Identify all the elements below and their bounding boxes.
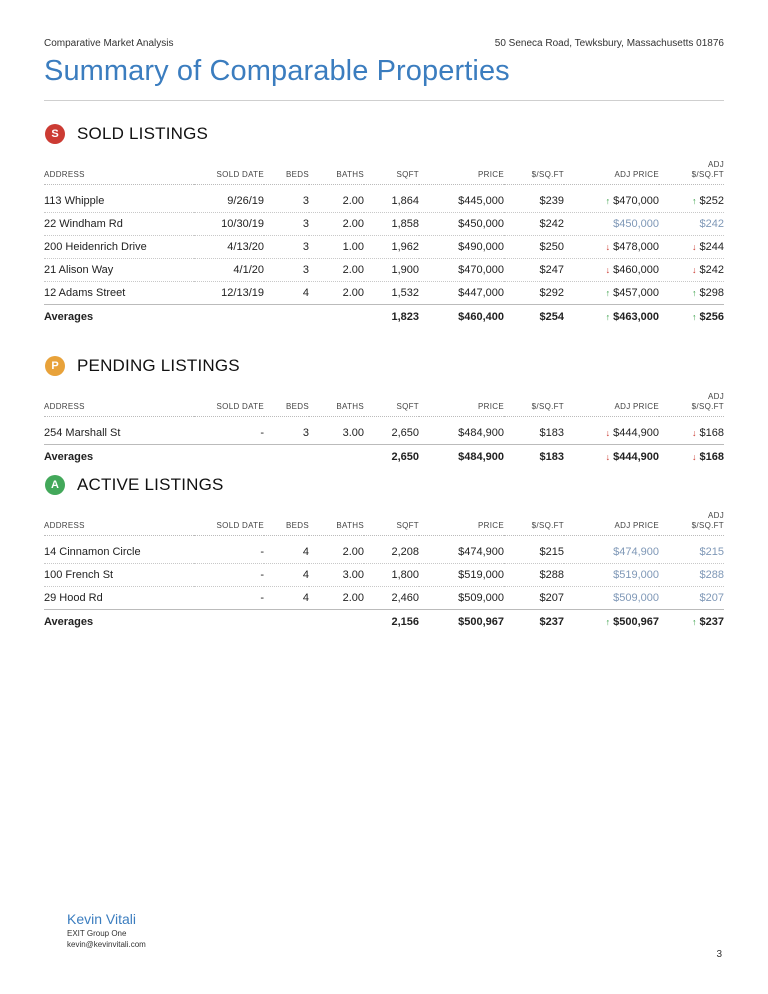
adj-ppsf-cell: $242 <box>659 212 724 235</box>
arrow-down-icon: ↓ <box>692 264 697 275</box>
title-divider <box>44 100 724 101</box>
column-header: $/SQ.FT <box>531 169 564 179</box>
price-cell: $450,000 <box>419 212 504 235</box>
averages-label: Averages <box>44 304 194 329</box>
column-header: SQFT <box>396 169 419 179</box>
baths-cell: 2.00 <box>309 541 364 564</box>
column-header: ADJ $/SQ.FT <box>691 391 724 411</box>
date-cell: - <box>194 586 264 609</box>
beds-cell: 4 <box>264 586 309 609</box>
table-row <box>44 212 724 235</box>
adj-price-cell: ↑ $457,000 <box>564 281 659 304</box>
empty-cell <box>194 444 264 469</box>
column-header: SQFT <box>396 401 419 411</box>
arrow-down-icon: ↓ <box>692 241 697 252</box>
adj-price-cell: $509,000 <box>564 586 659 609</box>
ppsf-cell: $207 <box>504 586 564 609</box>
adj-price-cell: ↓ $444,900 <box>564 422 659 445</box>
arrow-up-icon: ↑ <box>692 616 697 627</box>
adj-ppsf-cell: ↑ $252 <box>659 190 724 213</box>
beds-cell: 3 <box>264 235 309 258</box>
price-cell: $474,900 <box>419 541 504 564</box>
arrow-down-icon: ↓ <box>605 241 611 252</box>
date-cell: - <box>194 563 264 586</box>
column-header: $/SQ.FT <box>531 401 564 411</box>
address-cell: 21 Alison Way <box>44 258 194 281</box>
address-cell: 22 Windham Rd <box>44 212 194 235</box>
arrow-up-icon: ↑ <box>692 195 697 206</box>
sqft-cell: 2,208 <box>364 541 419 564</box>
adj-ppsf-cell: $288 <box>659 563 724 586</box>
sqft-cell: 1,532 <box>364 281 419 304</box>
report-type: Comparative Market Analysis <box>44 38 174 49</box>
avg-adj-ppsf-cell: ↓ $168 <box>659 444 724 469</box>
column-header: SOLD DATE <box>216 169 264 179</box>
sqft-cell: 2,650 <box>364 422 419 445</box>
active-listings-table <box>44 499 724 634</box>
avg-price-cell: $460,400 <box>419 304 504 329</box>
table-row <box>44 235 724 258</box>
page-title: Summary of Comparable Properties <box>44 55 510 87</box>
avg-ppsf-cell: $183 <box>504 444 564 469</box>
sold-section-header <box>44 122 724 148</box>
avg-adj-price-cell: ↑ $463,000 <box>564 304 659 329</box>
adj-price-cell: $519,000 <box>564 563 659 586</box>
agent-email: kevin@kevinvitali.com <box>67 940 146 949</box>
adj-ppsf-cell: ↑ $298 <box>659 281 724 304</box>
active-section-title: ACTIVE LISTINGS <box>77 475 224 494</box>
pending-badge: P <box>45 356 65 376</box>
arrow-down-icon: ↓ <box>605 427 611 438</box>
avg-adj-price-cell: ↑ $500,967 <box>564 609 659 634</box>
address-cell: 200 Heidenrich Drive <box>44 235 194 258</box>
price-cell: $445,000 <box>419 190 504 213</box>
empty-cell <box>309 304 364 329</box>
column-header: BATHS <box>336 169 364 179</box>
averages-label: Averages <box>44 609 194 634</box>
date-cell: 4/13/20 <box>194 235 264 258</box>
column-header: SOLD DATE <box>216 520 264 530</box>
arrow-down-icon: ↓ <box>605 264 611 275</box>
agent-company: EXIT Group One <box>67 929 127 938</box>
ppsf-cell: $288 <box>504 563 564 586</box>
column-header: SOLD DATE <box>216 401 264 411</box>
column-header: ADDRESS <box>44 401 85 411</box>
column-header: ADJ $/SQ.FT <box>691 159 724 179</box>
arrow-up-icon: ↑ <box>692 311 697 322</box>
adj-ppsf-cell: $215 <box>659 541 724 564</box>
avg-sqft-cell: 2,650 <box>364 444 419 469</box>
ppsf-cell: $292 <box>504 281 564 304</box>
sqft-cell: 1,858 <box>364 212 419 235</box>
baths-cell: 2.00 <box>309 190 364 213</box>
ppsf-cell: $239 <box>504 190 564 213</box>
avg-price-cell: $484,900 <box>419 444 504 469</box>
table-row <box>44 422 724 445</box>
ppsf-cell: $215 <box>504 541 564 564</box>
date-cell: 4/1/20 <box>194 258 264 281</box>
baths-cell: 3.00 <box>309 422 364 445</box>
avg-adj-ppsf-cell: ↑ $237 <box>659 609 724 634</box>
empty-cell <box>264 304 309 329</box>
table-row <box>44 281 724 304</box>
arrow-down-icon: ↓ <box>692 427 697 438</box>
avg-adj-price-cell: ↓ $444,900 <box>564 444 659 469</box>
date-cell: 10/30/19 <box>194 212 264 235</box>
sold-listings-section <box>44 122 724 329</box>
baths-cell: 2.00 <box>309 586 364 609</box>
price-cell: $519,000 <box>419 563 504 586</box>
page-number: 3 <box>716 949 722 960</box>
adj-ppsf-cell: ↓ $242 <box>659 258 724 281</box>
averages-label: Averages <box>44 444 194 469</box>
pending-section-header <box>44 354 724 380</box>
column-header: BEDS <box>286 169 309 179</box>
column-header: BATHS <box>336 401 364 411</box>
sold-listings-table <box>44 148 724 329</box>
agent-name: Kevin Vitali <box>67 911 137 927</box>
beds-cell: 4 <box>264 281 309 304</box>
beds-cell: 3 <box>264 422 309 445</box>
empty-cell <box>264 444 309 469</box>
column-header: ADJ PRICE <box>614 401 659 411</box>
beds-cell: 4 <box>264 563 309 586</box>
date-cell: - <box>194 422 264 445</box>
address-cell: 12 Adams Street <box>44 281 194 304</box>
arrow-up-icon: ↑ <box>605 616 611 627</box>
table-row <box>44 563 724 586</box>
avg-price-cell: $500,967 <box>419 609 504 634</box>
adj-price-cell: ↑ $470,000 <box>564 190 659 213</box>
baths-cell: 2.00 <box>309 258 364 281</box>
ppsf-cell: $242 <box>504 212 564 235</box>
sold-section-title: SOLD LISTINGS <box>77 124 209 143</box>
baths-cell: 2.00 <box>309 281 364 304</box>
adj-price-cell: $450,000 <box>564 212 659 235</box>
column-header: $/SQ.FT <box>531 520 564 530</box>
address-cell: 113 Whipple <box>44 190 194 213</box>
beds-cell: 3 <box>264 190 309 213</box>
column-header: ADDRESS <box>44 520 85 530</box>
price-cell: $509,000 <box>419 586 504 609</box>
averages-row <box>44 609 724 634</box>
address-cell: 100 French St <box>44 563 194 586</box>
column-header: ADJ $/SQ.FT <box>691 510 724 530</box>
beds-cell: 3 <box>264 258 309 281</box>
sqft-cell: 1,900 <box>364 258 419 281</box>
beds-cell: 4 <box>264 541 309 564</box>
column-header: BEDS <box>286 520 309 530</box>
table-header-row <box>44 148 724 184</box>
table-row <box>44 541 724 564</box>
ppsf-cell: $247 <box>504 258 564 281</box>
avg-adj-ppsf-cell: ↑ $256 <box>659 304 724 329</box>
table-header-row <box>44 499 724 535</box>
avg-ppsf-cell: $254 <box>504 304 564 329</box>
column-header: SQFT <box>396 520 419 530</box>
empty-cell <box>264 609 309 634</box>
empty-cell <box>194 304 264 329</box>
baths-cell: 2.00 <box>309 212 364 235</box>
adj-price-cell: ↓ $460,000 <box>564 258 659 281</box>
sqft-cell: 1,962 <box>364 235 419 258</box>
column-header: ADDRESS <box>44 169 85 179</box>
address-cell: 29 Hood Rd <box>44 586 194 609</box>
price-cell: $470,000 <box>419 258 504 281</box>
column-header: PRICE <box>478 401 504 411</box>
adj-ppsf-cell: ↓ $244 <box>659 235 724 258</box>
empty-cell <box>309 609 364 634</box>
arrow-up-icon: ↑ <box>605 195 611 206</box>
ppsf-cell: $250 <box>504 235 564 258</box>
adj-price-cell: $474,900 <box>564 541 659 564</box>
arrow-up-icon: ↑ <box>605 311 611 322</box>
date-cell: 12/13/19 <box>194 281 264 304</box>
arrow-up-icon: ↑ <box>692 287 697 298</box>
sold-badge: S <box>45 124 65 144</box>
column-header: BATHS <box>336 520 364 530</box>
table-header-row <box>44 380 724 416</box>
column-header: ADJ PRICE <box>614 520 659 530</box>
column-header: ADJ PRICE <box>614 169 659 179</box>
active-listings-section <box>44 473 724 634</box>
price-cell: $484,900 <box>419 422 504 445</box>
pending-listings-section <box>44 354 724 469</box>
address-cell: 14 Cinnamon Circle <box>44 541 194 564</box>
baths-cell: 3.00 <box>309 563 364 586</box>
date-cell: 9/26/19 <box>194 190 264 213</box>
active-badge: A <box>45 475 65 495</box>
price-cell: $490,000 <box>419 235 504 258</box>
sqft-cell: 1,864 <box>364 190 419 213</box>
baths-cell: 1.00 <box>309 235 364 258</box>
adj-ppsf-cell: $207 <box>659 586 724 609</box>
empty-cell <box>309 444 364 469</box>
table-row <box>44 586 724 609</box>
column-header: BEDS <box>286 401 309 411</box>
address-cell: 254 Marshall St <box>44 422 194 445</box>
pending-listings-table <box>44 380 724 469</box>
adj-ppsf-cell: ↓ $168 <box>659 422 724 445</box>
page-header <box>44 38 724 52</box>
beds-cell: 3 <box>264 212 309 235</box>
avg-sqft-cell: 1,823 <box>364 304 419 329</box>
column-header: PRICE <box>478 169 504 179</box>
sqft-cell: 1,800 <box>364 563 419 586</box>
sqft-cell: 2,460 <box>364 586 419 609</box>
subject-address: 50 Seneca Road, Tewksbury, Massachusetts 01876 <box>494 38 724 49</box>
table-row <box>44 258 724 281</box>
avg-ppsf-cell: $237 <box>504 609 564 634</box>
averages-row <box>44 444 724 469</box>
avg-sqft-cell: 2,156 <box>364 609 419 634</box>
averages-row <box>44 304 724 329</box>
ppsf-cell: $183 <box>504 422 564 445</box>
pending-section-title: PENDING LISTINGS <box>77 356 240 375</box>
column-header: PRICE <box>478 520 504 530</box>
date-cell: - <box>194 541 264 564</box>
arrow-down-icon: ↓ <box>605 451 611 462</box>
arrow-down-icon: ↓ <box>692 451 697 462</box>
empty-cell <box>194 609 264 634</box>
table-row <box>44 190 724 213</box>
active-section-header <box>44 473 724 499</box>
price-cell: $447,000 <box>419 281 504 304</box>
adj-price-cell: ↓ $478,000 <box>564 235 659 258</box>
arrow-up-icon: ↑ <box>605 287 611 298</box>
agent-footer <box>67 911 146 949</box>
